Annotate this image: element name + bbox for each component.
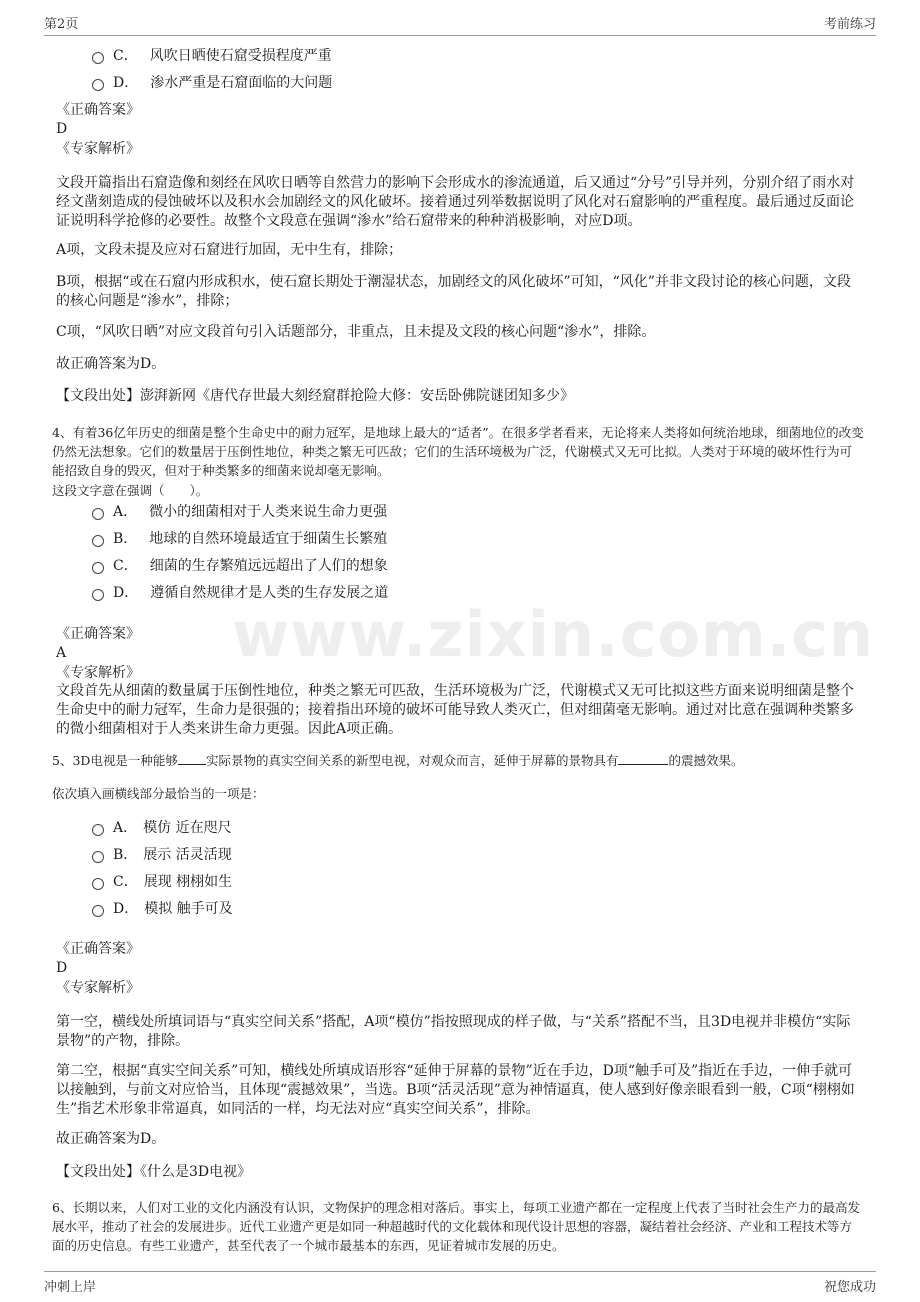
page-footer xyxy=(44,1271,876,1295)
radio-icon[interactable] xyxy=(92,79,104,91)
radio-icon[interactable] xyxy=(92,851,104,863)
analysis-conclusion: 故正确答案为D。 xyxy=(56,356,166,372)
analysis-paragraph: C项，“风吹日晒”对应文段首句引入话题部分，非重点，且未提及文段的核心问题“渗水”，排除。 xyxy=(56,324,656,340)
option-c[interactable]: C． 展现 栩栩如生 xyxy=(92,872,232,892)
option-a[interactable]: A． 微小的细菌相对于人类来说生命力更强 xyxy=(92,502,387,522)
page-number: 第2页 xyxy=(44,17,79,32)
option-c[interactable]: C． 风吹日晒使石窟受损程度严重 xyxy=(92,46,332,66)
blank-line xyxy=(178,752,206,765)
option-d[interactable]: D． 遵循自然规律才是人类的生存发展之道 xyxy=(92,583,388,603)
option-b[interactable]: B． 地球的自然环境最适宜于细菌生长繁殖 xyxy=(92,529,387,549)
source-citation: 【文段出处】澎湃新网《唐代存世最大刻经窟群抢险大修：安岳卧佛院谜团知多少》 xyxy=(56,388,574,404)
analysis-paragraph: B项，根据“或在石窟内形成积水，使石窟长期处于潮湿状态，加剧经文的风化破坏”可知，“风化”并非文段讨论的核心问题，文段的核心问题是“渗水”，排除； xyxy=(56,274,851,309)
page-header xyxy=(44,13,876,36)
header-title: 考前练习 xyxy=(823,17,876,32)
radio-icon[interactable] xyxy=(92,878,104,890)
source-citation: 【文段出处】《什么是3D电视》 xyxy=(56,1164,252,1180)
radio-icon[interactable] xyxy=(92,562,104,574)
answer-label: 《正确答案》 xyxy=(56,102,140,118)
question-prompt: 依次填入画横线部分最恰当的一项是： xyxy=(52,786,265,801)
question-prompt: 这段文字意在强调（ ）。 xyxy=(52,483,209,498)
analysis-paragraph: A项，文段未提及应对石窟进行加固，无中生有，排除； xyxy=(56,242,403,258)
analysis-label: 《专家解析》 xyxy=(56,141,140,157)
blank-line xyxy=(618,752,668,765)
answer-value: A xyxy=(56,645,67,661)
answer-label: 《正确答案》 xyxy=(56,626,140,642)
question-stem: 4、有着36亿年历史的细菌是整个生命史中的耐力冠军，是地球上最大的“适者”。在很多学者看来，无论将来人类将如何统治地球，细菌地位的改变仍然无法想象。它们的数量居于压倒性地位，种类之繁无可匹敌；它们的生活环境极为广泛，代谢模式又无可比拟。人类对于环境的破坏性行为可能招致自身的毁灭，但对于种类繁多的细菌来说却毫无影响。 xyxy=(52,425,864,478)
analysis-label: 《专家解析》 xyxy=(56,665,140,681)
radio-icon[interactable] xyxy=(92,52,104,64)
footer-left: 冲刺上岸 xyxy=(44,1280,97,1295)
analysis-paragraph: 第二空，根据“真实空间关系”可知，横线处所填成语形容“延伸于屏幕的景物”近在手边，D项“触手可及”指近在手边，一伸手就可以接触到，与前文对应恰当，且体现“震撼效果”，当选。B项“活灵活现”意为神情逼真，使人感到好像亲眼看到一般，C项“栩栩如生”指艺术形象非常逼真，如同活的一样，均无法对应“真实空间关系”，排除。 xyxy=(56,1063,855,1117)
analysis-paragraph: 文段开篇指出石窟造像和刻经在风吹日晒等自然营力的影响下会形成水的渗流通道，后又通过“分号”引导并列，分别介绍了雨水对经文凿刻造成的侵蚀破坏以及积水会加剧经文的风化破坏。接着通过列举数据说明了风化对石窟影响的严重程度。最后通过反面论证说明科学抢修的必要性。故整个文段意在强调“渗水”给石窟带来的种种消极影响，对应D项。 xyxy=(56,175,855,229)
radio-icon[interactable] xyxy=(92,905,104,917)
answer-label: 《正确答案》 xyxy=(56,941,140,957)
option-b[interactable]: B． 展示 活灵活现 xyxy=(92,845,232,865)
analysis-conclusion: 故正确答案为D。 xyxy=(56,1131,166,1147)
analysis-label: 《专家解析》 xyxy=(56,980,140,996)
option-c[interactable]: C． 细菌的生存繁殖远远超出了人们的想象 xyxy=(92,556,388,576)
answer-value: D xyxy=(56,121,68,137)
option-a[interactable]: A． 模仿 近在咫尺 xyxy=(92,818,232,838)
answer-value: D xyxy=(56,960,68,976)
analysis-paragraph: 文段首先从细菌的数量属于压倒性地位，种类之繁无可匹敌，生活环境极为广泛，代谢模式又无可比拟这些方面来说明细菌是整个生命史中的耐力冠军，生命力是很强的；接着指出环境的破坏可能导致人类灭亡，但对细菌毫无影响。通过对比意在强调种类繁多的微小细菌相对于人类来讲生命力更强。因此A项正确。 xyxy=(56,683,854,737)
analysis-paragraph: 第一空，横线处所填词语与“真实空间关系”搭配，A项“模仿”指按照现成的样子做，与“关系”搭配不当，且3D电视并非模仿“实际景物”的产物，排除。 xyxy=(56,1014,851,1049)
question-stem: 5、3D电视是一种能够 实际景物的真实空间关系的新型电视，对观众而言，延伸于屏幕的景物具有 的震撼效果。 xyxy=(52,753,744,768)
question-stem: 6、长期以来，人们对工业的文化内涵没有认识，文物保护的理念相对落后。事实上，每项工业遗产都在一定程度上代表了当时社会生产力的最高发展水平，推动了社会的发展进步。近代工业遗产更是如同一种超越时代的文化载体和现代设计思想的容器，凝结着社会经济、产业和工程技术等方面的历史信息。有些工业遗产，甚至代表了一个城市最基本的东西，见证着城市发展的历史。 xyxy=(52,1200,860,1253)
radio-icon[interactable] xyxy=(92,508,104,520)
radio-icon[interactable] xyxy=(92,824,104,836)
option-d[interactable]: D． 模拟 触手可及 xyxy=(92,899,233,919)
radio-icon[interactable] xyxy=(92,589,104,601)
footer-right: 祝您成功 xyxy=(823,1280,876,1295)
radio-icon[interactable] xyxy=(92,535,104,547)
watermark: www.zixin.com.cn xyxy=(232,598,875,671)
option-d[interactable]: D． 渗水严重是石窟面临的大问题 xyxy=(92,73,332,93)
